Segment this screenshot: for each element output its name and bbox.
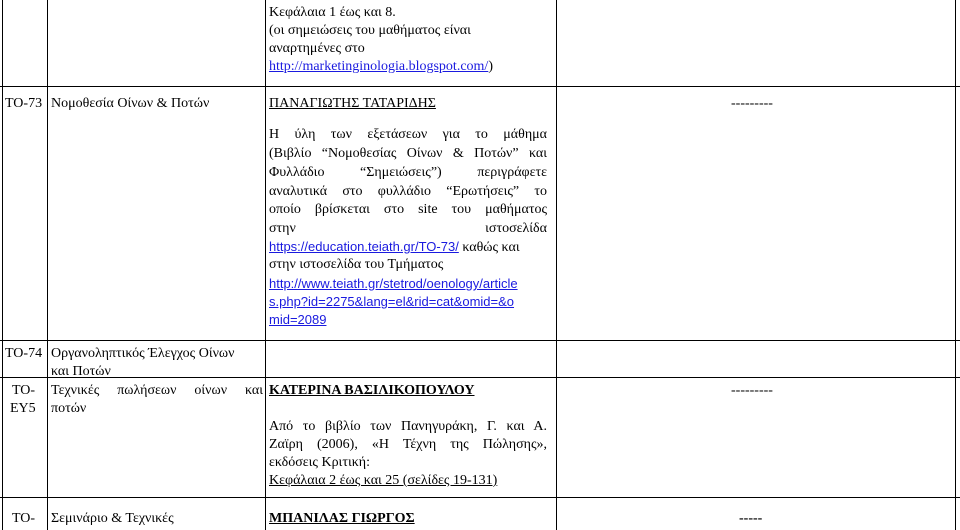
remarks-dash: --------- — [731, 96, 773, 111]
remarks-dash: ----- — [739, 511, 763, 526]
row-separator — [0, 340, 960, 341]
course-name: και Ποτών — [51, 364, 111, 379]
material-text: στην ιστοσελίδα του Τμήματος — [269, 257, 444, 272]
material-text: οποίο βρίσκεται στο site του μαθήματος — [269, 202, 547, 217]
table-divider-course — [265, 0, 266, 530]
material-text: Φυλλάδιο “Σημειώσεις”) περιγράφετε — [269, 165, 547, 180]
course-name: Νομοθεσία Οίνων & Ποτών — [51, 96, 210, 111]
course-code: ΤΟ-74 — [5, 346, 43, 361]
course-site-link[interactable]: https://education.teiath.gr/TO-73/ — [269, 239, 459, 254]
course-code: ΕΥ5 — [10, 401, 36, 416]
top-notes-line4: http://marketinginologia.blogspot.com/) — [269, 59, 493, 74]
material-text: Η ύλη των εξετάσεων για το μάθημα — [269, 127, 547, 142]
remarks-dash: --------- — [731, 383, 773, 398]
table-divider-material — [556, 0, 557, 530]
material-text: (Βιβλίο “Νομοθεσίας Οίνων & Ποτών” και — [269, 146, 547, 161]
course-name: Οργανοληπτικός Έλεγχος Οίνων — [51, 346, 235, 361]
material-text: στην ιστοσελίδα — [269, 221, 547, 236]
top-posted-text: αναρτημένες στο — [269, 41, 365, 56]
table-border-left — [2, 0, 3, 530]
department-link[interactable]: http://www.teiath.gr/stetrod/oenology/article — [269, 276, 518, 291]
material-link-line: https://education.teiath.gr/TO-73/ καθώς και — [269, 239, 520, 255]
table-divider-code — [47, 0, 48, 530]
material-text: εκδόσεις Κριτική: — [269, 455, 370, 470]
blog-link[interactable]: http://marketinginologia.blogspot.com/ — [269, 59, 489, 74]
top-chapters-text: Κεφάλαια 1 έως και 8. — [269, 5, 396, 20]
instructor-name: ΚΑΤΕΡΙΝΑ ΒΑΣΙΛΙΚΟΠΟΥΛΟΥ — [269, 383, 475, 398]
course-code: ΤΟ-73 — [5, 96, 43, 111]
department-link[interactable]: s.php?id=2275&lang=el&rid=cat&omid=&o — [269, 294, 515, 309]
material-text: Από το βιβλίο των Πανηγυράκη, Γ. και Α. — [269, 419, 547, 434]
material-text: αναλυτικά στο φυλλάδιο “Ερωτήσεις” το — [269, 184, 547, 199]
material-chapters: Κεφάλαια 2 έως και 25 (σελίδες 19-131) — [269, 473, 498, 488]
row-separator — [0, 86, 960, 87]
instructor-name: ΠΑΝΑΓΙΩΤΗΣ ΤΑΤΑΡΙΔΗΣ — [269, 96, 436, 111]
row-separator — [0, 497, 960, 498]
course-name: ποτών — [51, 401, 87, 416]
course-code: ΤΟ- — [12, 383, 36, 398]
course-name: Σεμινάριο & Τεχνικές — [51, 511, 174, 526]
material-text: Ζαϊρη (2006), «Η Τέχνη της Πώλησης», — [269, 437, 547, 452]
top-notes-text: (οι σημειώσεις του μαθήματος είναι — [269, 23, 471, 38]
department-link[interactable]: mid=2089 — [269, 312, 327, 327]
course-code: ΤΟ- — [12, 511, 36, 526]
instructor-name: ΜΠΑΝΙΛΑΣ ΓΙΩΡΓΟΣ — [269, 511, 415, 526]
course-name: Τεχνικές πωλήσεων οίνων και — [51, 383, 263, 398]
table-border-right — [955, 0, 956, 530]
row-separator — [0, 377, 960, 378]
